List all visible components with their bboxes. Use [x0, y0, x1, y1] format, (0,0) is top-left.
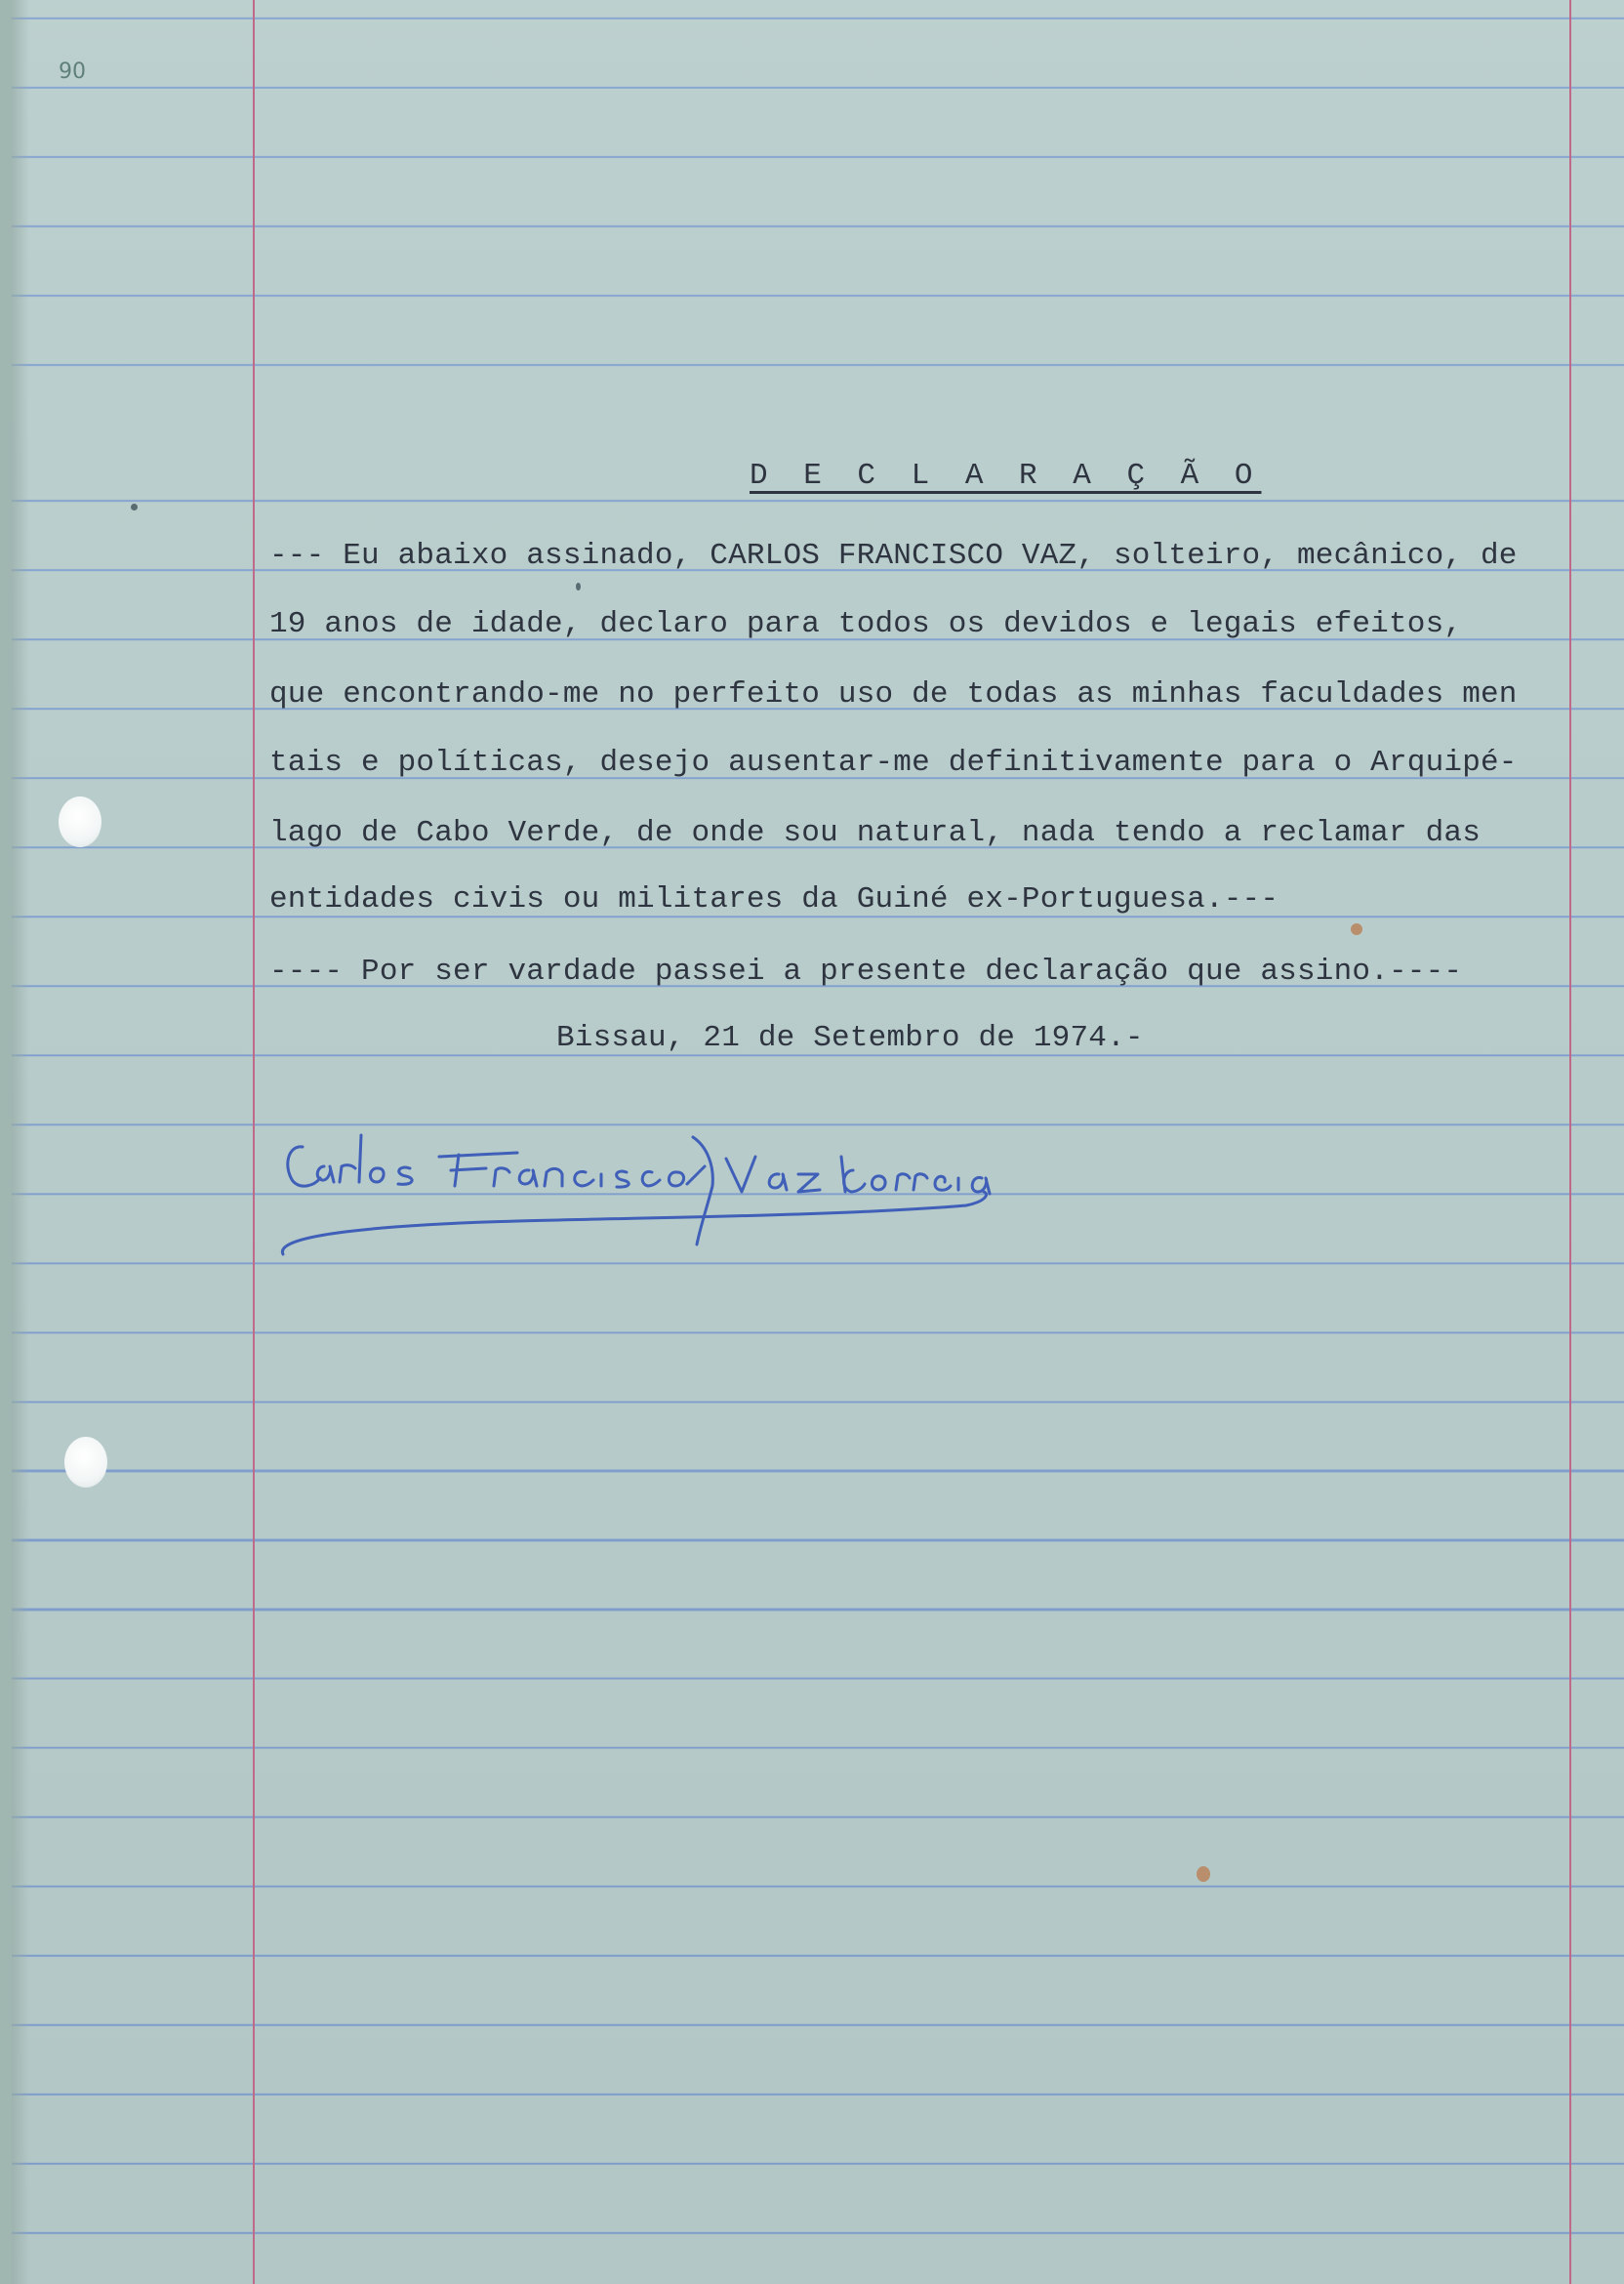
right-margin-line	[1569, 0, 1571, 2284]
ink-speck	[576, 583, 581, 591]
handwritten-signature	[264, 1127, 1005, 1274]
body-line-5: lago de Cabo Verde, de onde sou natural, nada tendo a reclamar das	[269, 816, 1481, 850]
punch-hole-top	[59, 796, 102, 847]
margin-mark	[53, 59, 92, 234]
punch-hole-bottom	[64, 1437, 107, 1488]
ink-speck	[131, 504, 138, 510]
body-line-1: --- Eu abaixo assinado, CARLOS FRANCISCO VAZ, solteiro, mecânico, de	[269, 539, 1518, 573]
document-title: D E C L A R A Ç Ã O	[750, 459, 1262, 493]
margin-mark-text: 90	[59, 60, 86, 84]
body-line-6: entidades civis ou militares da Guiné ex-Portuguesa.---	[269, 882, 1279, 917]
stain-speck	[1351, 923, 1362, 935]
left-margin-line	[253, 0, 255, 2284]
place-date-line: Bissau, 21 de Setembro de 1974.-	[556, 1021, 1144, 1055]
body-line-3: que encontrando-me no perfeito uso de todas as minhas faculdades men	[269, 677, 1518, 712]
body-line-2: 19 anos de idade, declaro para todos os devidos e legais efeitos,	[269, 607, 1463, 641]
body-line-4: tais e políticas, desejo ausentar-me definitivamente para o Arquipé-	[269, 746, 1518, 780]
body-line-7: ---- Por ser vardade passei a presente declaração que assino.----	[269, 955, 1463, 989]
stain-speck	[1197, 1866, 1210, 1882]
